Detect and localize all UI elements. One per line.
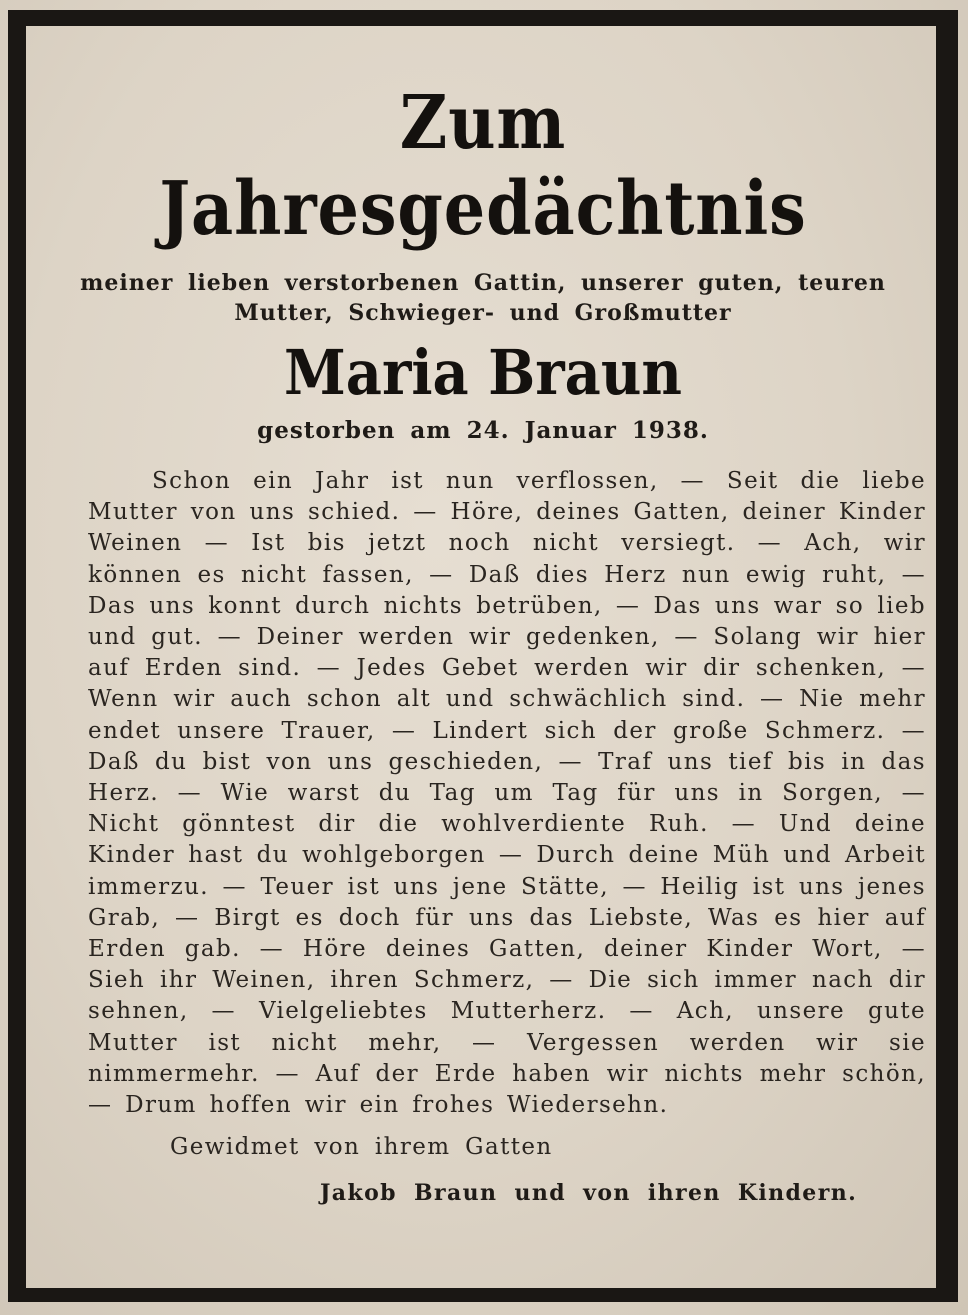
signature-line: Jakob Braun und von ihren Kindern. — [320, 1180, 858, 1207]
dedication-line: Gewidmet von ihrem Gatten — [170, 1134, 553, 1161]
memorial-poem: Schon ein Jahr ist nun verflossen, — Seit die liebe Mutter von uns schied. — Höre, deines Gatten, deiner Kinder Weinen — Ist bis jetzt noch nicht versiegt. — Ach, wir können es nicht fassen, — Daß dies Herz nun ewig ruht, — Das uns konnt durch nichts betrüben, — Das uns war so lieb und gut. — Deiner werden wir gedenken, — Solang wir hier auf Erden sind. — Jedes Gebet werden wir dir schenken, — Wenn wir auch schon alt und schwächlich sind. — Nie mehr endet unsere Trauer, — Lindert sich der große Schmerz. — Daß du bist von uns geschieden, — Traf uns tief bis in das Herz. — Wie warst du Tag um Tag für uns in Sorgen, — Nicht gönntest dir die wohlverdiente Ruh. — Und deine Kinder hast du wohlgeborgen — Durch deine Müh und Arbeit immerzu. — Teuer ist uns jene Stätte, — Heilig ist uns jenes Grab, — Birgt es doch für uns das Liebste, Was es hier auf Erden gab. — Höre deines Gatten, deiner Kinder Wort, — Sieh ihr Weinen, ihren Schmerz, — Die sich immer nach dir sehnen, — Vielgeliebtes Mutterherz. — Ach, unsere gute Mutter ist nicht mehr, — Vergessen werden wir sie nimmermehr. — Auf der Erde haben wir nichts mehr schön, — Drum hoffen wir ein frohes Wiedersehn. — [88, 468, 926, 1119]
obituary-notice — [40, 36, 926, 1276]
death-date-line: gestorben am 24. Januar 1938. — [257, 417, 709, 444]
notice-subtitle: meiner lieben verstorbenen Gattin, unserer guten, teuren Mutter, Schwieger- und Großmutter — [80, 270, 886, 326]
notice-title: Zum Jahresgedächtnis — [159, 80, 807, 252]
deceased-name: Maria Braun — [284, 336, 682, 409]
